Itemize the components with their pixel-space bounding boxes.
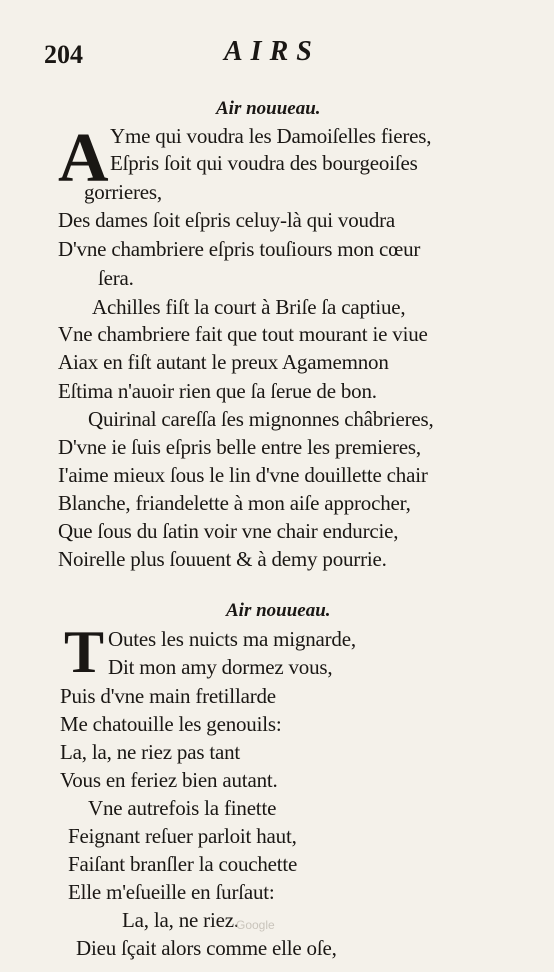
poem1-line: Achilles fiſt la court à Briſe ſa captiue, bbox=[92, 295, 406, 319]
poem2-title: Air nouueau. bbox=[226, 600, 331, 621]
page-header bbox=[44, 32, 544, 72]
poem1-title: Air nouueau. bbox=[216, 98, 321, 119]
poem2-line: Feignant reſuer parloit haut, bbox=[68, 824, 297, 848]
poem2-line: Vne autrefois la finette bbox=[88, 796, 277, 820]
poem1-line: D'vne ie ſuis eſpris belle entre les premieres, bbox=[58, 435, 421, 459]
page-number: 204 bbox=[44, 40, 83, 69]
poem2-line: Puis d'vne main fretillarde bbox=[60, 684, 276, 708]
poem1-line: ſera. bbox=[98, 266, 134, 290]
poem1-line: Que ſous du ſatin voir vne chair endurcie, bbox=[58, 519, 399, 543]
poem1-line: Vne chambriere fait que tout mourant ie viue bbox=[58, 322, 428, 346]
poem1-line: Noirelle plus ſouuent & à demy pourrie. bbox=[58, 547, 387, 571]
poem1-line: D'vne chambriere eſpris touſiours mon cœur bbox=[58, 237, 421, 261]
poem2-line: Dit mon amy dormez vous, bbox=[108, 655, 333, 679]
poem1-line: Yme qui voudra les Damoiſelles fieres, bbox=[110, 124, 432, 148]
poem2-line: Dieu ſçait alors comme elle oſe, bbox=[76, 936, 337, 960]
poem1-line: gorrieres, bbox=[84, 180, 162, 204]
poem2-line: Faiſant branſler la couchette bbox=[68, 852, 298, 876]
poem1-line: Quirinal careſſa ſes mignonnes châbrieres, bbox=[88, 407, 434, 431]
poem1-line: Blanche, friandelette à mon aiſe approcher, bbox=[58, 491, 411, 515]
poem2-line: Vous en feriez bien autant. bbox=[60, 768, 278, 792]
poem1-line: I'aime mieux ſous le lin d'vne douillette chair bbox=[58, 463, 428, 487]
running-head: AIRS bbox=[224, 36, 320, 67]
poem2-line: La, la, ne riez pas tant bbox=[60, 740, 241, 764]
poem1-dropcap: A bbox=[58, 120, 109, 197]
poem2-dropcap: T bbox=[64, 619, 105, 685]
poem1-line: Eſpris ſoit qui voudra des bourgeoiſes bbox=[110, 151, 418, 175]
watermark: Google bbox=[236, 918, 275, 932]
poem2-line: La, la, ne riez. bbox=[122, 908, 239, 932]
poem1-line: Aiax en fiſt autant le preux Agamemnon bbox=[58, 350, 389, 374]
poem2-line: Me chatouille les genouils: bbox=[60, 712, 282, 736]
poem1-line: Eſtima n'auoir rien que ſa ſerue de bon. bbox=[58, 379, 377, 403]
poem1-line: Des dames ſoit eſpris celuy-là qui voudra bbox=[58, 208, 396, 232]
poem2-line: Outes les nuicts ma mignarde, bbox=[108, 627, 356, 651]
poem2-line: Elle m'eſueille en ſurſaut: bbox=[68, 880, 275, 904]
